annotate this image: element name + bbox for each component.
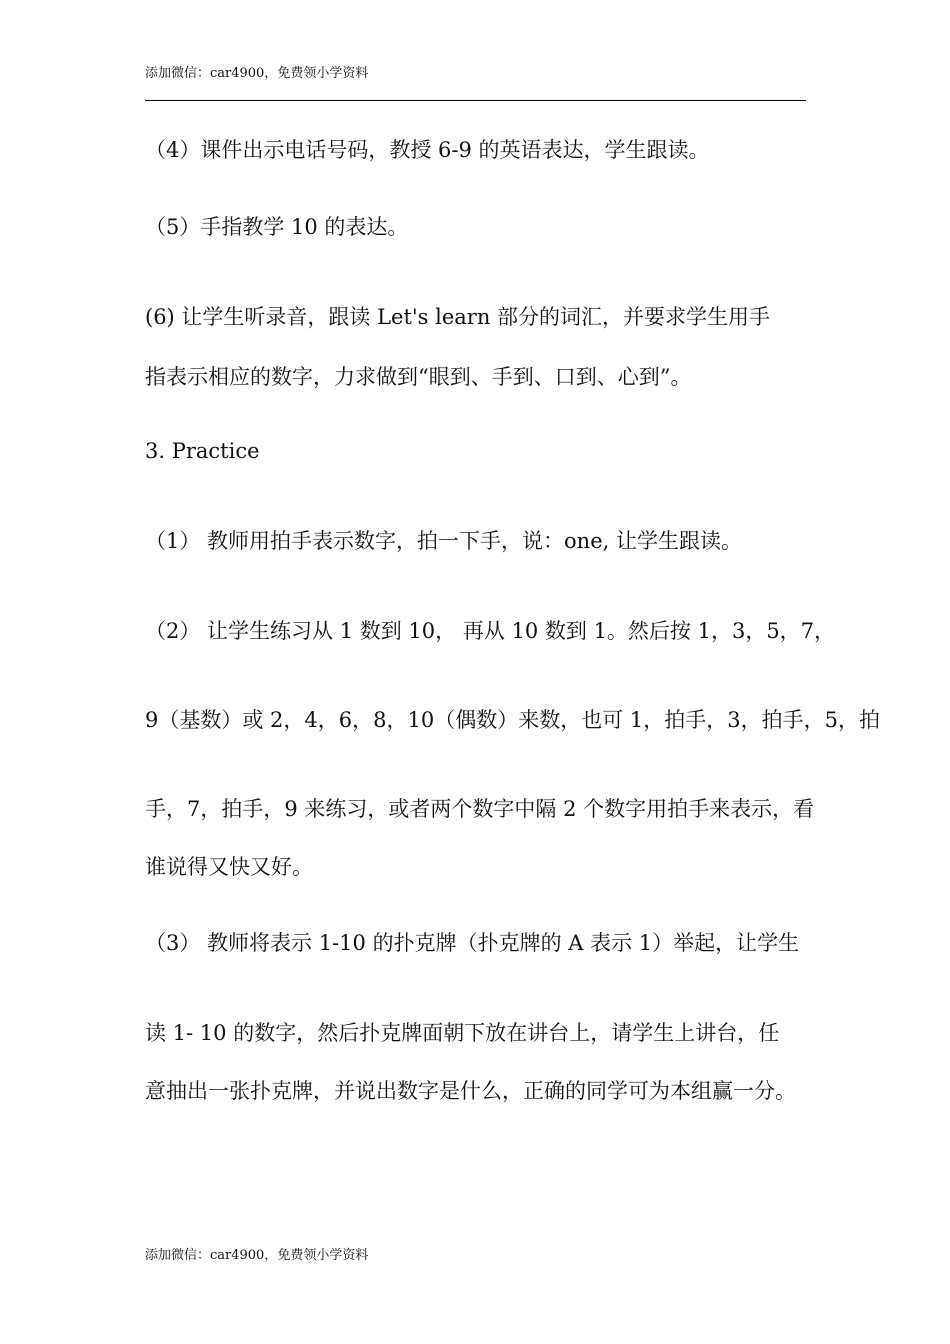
paragraph-line: 读 1- 10 的数字，然后扑克牌面朝下放在讲台上，请学生上讲台，任 — [145, 1021, 780, 1045]
section-heading: 3. Practice — [145, 439, 260, 463]
paragraph-line: （4）课件出示电话号码，教授 6-9 的英语表达，学生跟读。 — [145, 138, 710, 162]
paragraph-line: 9（基数）或 2，4，6，8，10（偶数）来数，也可 1，拍手，3，拍手，5，拍 — [145, 708, 880, 732]
paragraph-line: 谁说得又快又好。 — [145, 855, 313, 879]
paragraph-line: 意抽出一张扑克牌，并说出数字是什么，正确的同学可为本组赢一分。 — [145, 1079, 796, 1103]
page-header-text: 添加微信：car4900，免费领小学资料 — [145, 66, 369, 81]
page-footer-text: 添加微信：car4900，免费领小学资料 — [145, 1248, 369, 1263]
header-divider — [145, 100, 806, 101]
paragraph-line: (6) 让学生听录音，跟读 Let's learn 部分的词汇，并要求学生用手 — [145, 305, 771, 329]
paragraph-line: （3） 教师将表示 1-10 的扑克牌（扑克牌的 A 表示 1）举起，让学生 — [145, 931, 800, 955]
paragraph-line: 手，7，拍手，9 来练习，或者两个数字中隔 2 个数字用拍手来表示，看 — [145, 797, 815, 821]
paragraph-line: （5）手指教学 10 的表达。 — [145, 215, 409, 239]
paragraph-line: 指表示相应的数字，力求做到“眼到、手到、口到、心到”。 — [145, 365, 692, 389]
paragraph-line: （1） 教师用拍手表示数字，拍一下手，说：one, 让学生跟读。 — [145, 529, 742, 553]
paragraph-line: （2） 让学生练习从 1 数到 10， 再从 10 数到 1。然后按 1，3，5，7， — [145, 619, 836, 643]
